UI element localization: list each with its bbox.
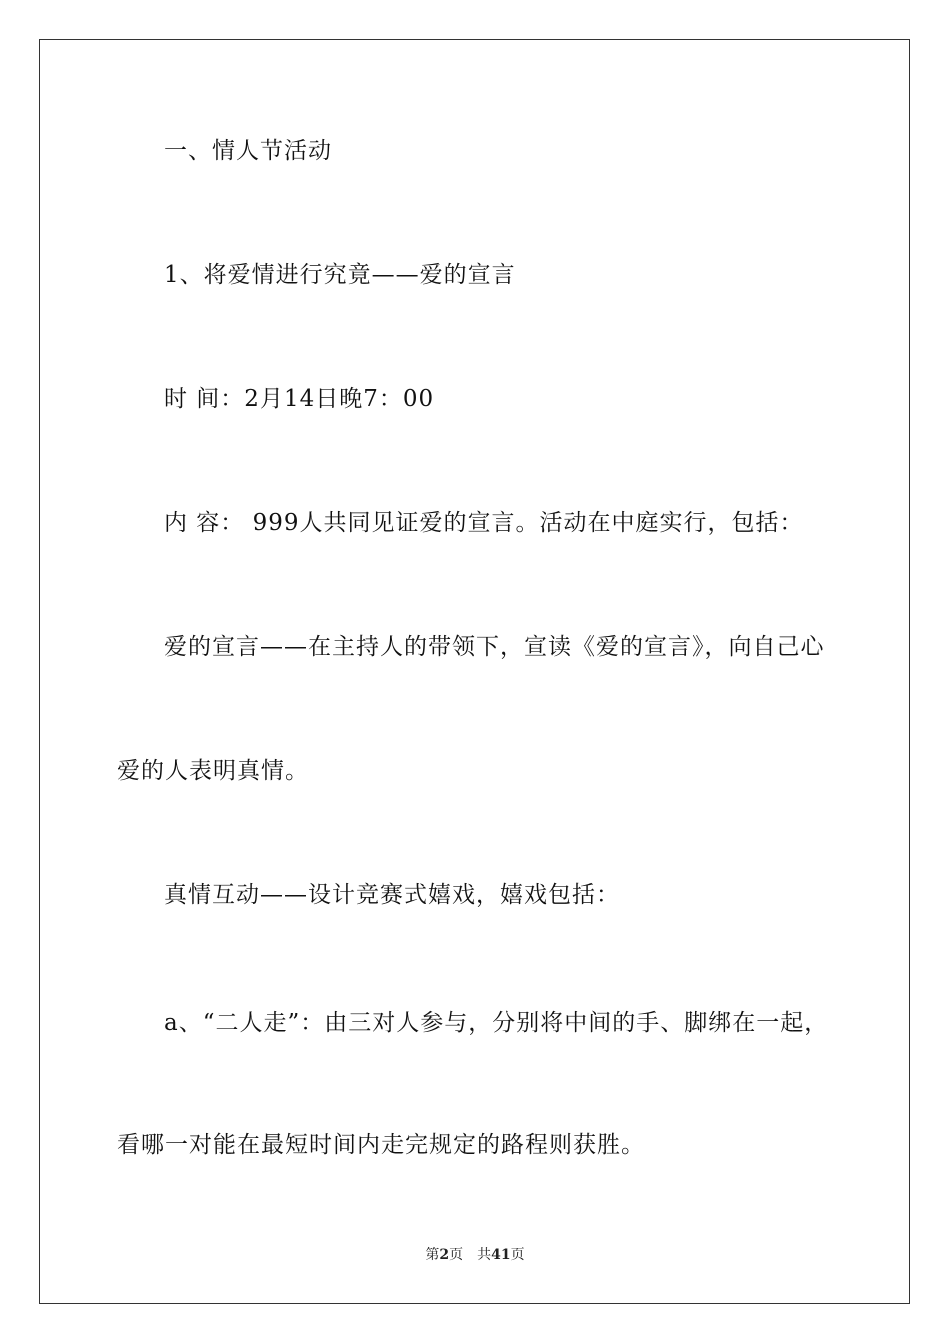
footer-suffix: 页	[510, 1247, 525, 1263]
game-paragraph-line-2: 看哪一对能在最短时间内走完规定的路程则获胜。	[117, 1132, 645, 1158]
page-border	[39, 39, 910, 1304]
footer-total-pages: 41	[491, 1247, 511, 1263]
content-paragraph: 内 容： 999人共同见证爱的宣言。活动在中庭实行，包括：	[164, 510, 804, 536]
footer-prefix: 第	[425, 1247, 440, 1263]
time-paragraph: 时 间：2月14日晚7：00	[164, 386, 435, 412]
interaction-paragraph: 真情互动——设计竞赛式嬉戏，嬉戏包括：	[164, 882, 620, 908]
page-footer	[0, 1246, 950, 1264]
section-heading: 一、情人节活动	[164, 138, 332, 164]
declaration-paragraph-line-2: 爱的人表明真情。	[117, 758, 309, 784]
footer-middle: 页 共	[449, 1247, 492, 1263]
game-paragraph-line-1: a、“二人走”：由三对人参与，分别将中间的手、脚绑在一起，	[164, 1010, 829, 1036]
declaration-paragraph-line-1: 爱的宣言——在主持人的带领下，宣读《爱的宣言》，向自己心	[164, 634, 825, 660]
footer-page-number: 2	[439, 1247, 450, 1263]
subsection-heading: 1、将爱情进行究竟——爱的宣言	[164, 262, 516, 288]
